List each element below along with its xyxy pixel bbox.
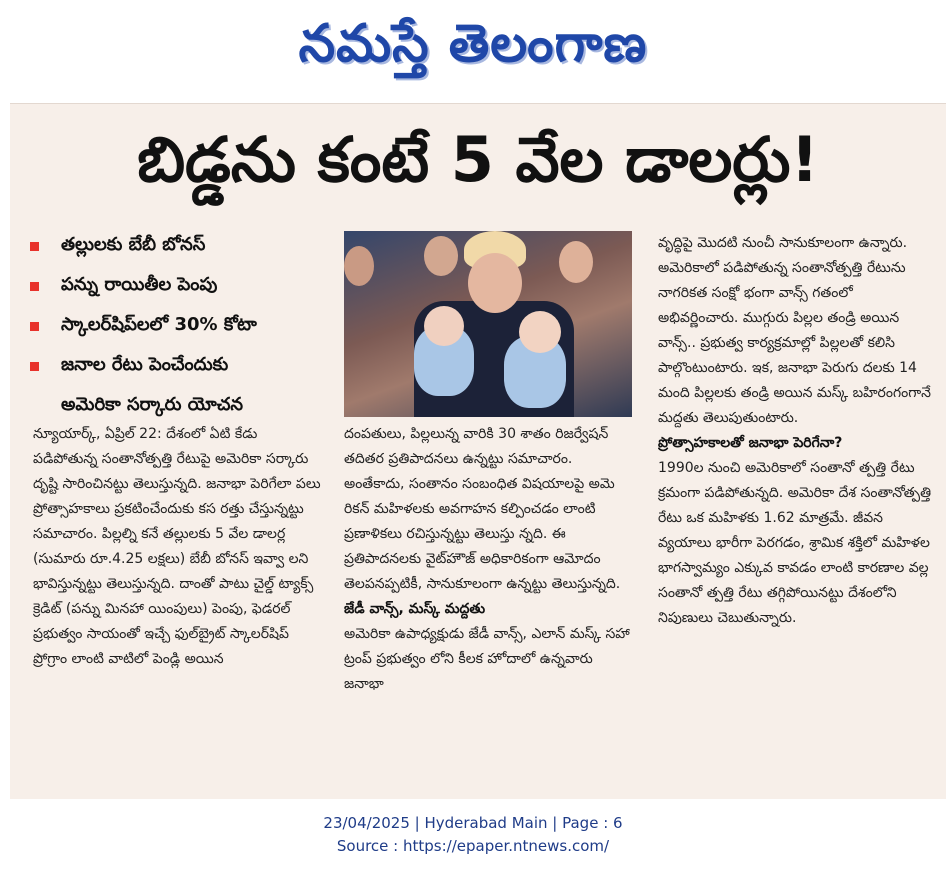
highlight-item: పన్ను రాయితీల పెంపు: [30, 266, 330, 306]
article-subheading: ప్రోత్సాహకాలతో జనాభా పెరిగేనా?: [658, 435, 843, 451]
bullet-square-icon: [30, 242, 39, 251]
news-photo: [344, 231, 632, 417]
bullet-square-icon: [30, 362, 39, 371]
article-column-2: [344, 422, 634, 787]
highlight-item: జనాల రేటు పెంచేందుకు: [30, 346, 330, 386]
photo-figure: [559, 241, 593, 283]
article-clipping: [10, 103, 946, 799]
masthead: [0, 0, 946, 100]
photo-figure: [519, 311, 561, 353]
article-column-1: [33, 422, 323, 787]
highlight-continuation: అమెరికా సర్కారు యోచన: [61, 393, 244, 415]
article-headline: బిడ్డను కంటే 5 వేల డాలర్లు!: [137, 123, 819, 196]
highlight-item: తల్లులకు బేబీ బోనస్: [30, 226, 330, 266]
source-link[interactable]: Source : https://epaper.ntnews.com/: [336, 837, 610, 855]
bullet-square-icon: [30, 282, 39, 291]
bullet-square-icon: [30, 322, 39, 331]
article-column-3: [658, 231, 933, 787]
newspaper-logo: నమస్తే తెలంగాణ: [298, 13, 648, 74]
photo-figure: [424, 306, 464, 346]
photo-figure: [344, 246, 374, 286]
highlights-list: [30, 226, 330, 426]
article-paragraph: వృద్ధిపై మొదటి నుంచీ సానుకూలంగా ఉన్నారు. అమెరికాలో పడిపోతున్న సంతానోత్పత్తి రేటును నాగరికత సంక్షో భంగా వాన్స్ గతంలో అభివర్ణించారు. ముగ్గురు పిల్లల తండ్రి అయిన వాన్స్.. ప్రభుత్వ కార్యక్రమాల్లో పిల్లలతో కలిసి పాల్గొంటుంటారు. ఇక, జనాభా పెరుగు దలకు 14 మంది పిల్లలకు తండ్రి అయిన మస్క్ బహిరంగంగానే మద్దతు తెలుపుతుంటారు.: [658, 235, 931, 426]
article-subheading: జేడీ వాన్స్, మస్క్ మద్దతు: [344, 601, 486, 617]
article-paragraph: అమెరికా ఉపాధ్యక్షుడు జేడీ వాన్స్, ఎలాన్ మస్క్ సహా ట్రంప్ ప్రభుత్వం లోని కీలక హోదాలో ఉన్నవారు జనాభా: [344, 626, 630, 692]
article-paragraph: దంపతులు, పిల్లలున్న వారికి 30 శాతం రిజర్వేషన్ తదితర ప్రతిపాదనలు ఉన్నట్టు సమాచారం. అంతేకాదు, సంతానం సంబంధిత విషయాలపై అమె రికన్ మహిళలకు అవగాహన కల్పించడం లాంటి ప్రణాళికలు రచిస్తున్నట్టు తెలుస్తు న్నది. ఈ ప్రతిపాదనలకు వైట్‌హౌజ్ అధికారికంగా ఆమోదం తెలపనప్పటికీ, సానుకూలంగా ఉన్నట్టు తెలుస్తున్నది.: [344, 426, 621, 592]
page-footer: [0, 812, 946, 858]
photo-figure: [468, 253, 522, 313]
article-paragraph: 1990ల నుంచి అమెరికాలో సంతానో త్పత్తి రేటు క్రమంగా పడిపోతున్నది. అమెరికా దేశ సంతానోత్పత్తి రేటు ఒక మహిళకు 1.62 మాత్రమే. జీవన వ్యయాలు భారీగా పెరగడం, శ్రామిక శక్తిలో మహిళల భాగస్వామ్యం ఎక్కువ కావడం లాంటి కారణాల వల్ల సంతానో త్పత్తి రేటు తగ్గిపోయినట్టు దేశంలోని నిపుణులు చెబుతున్నారు.: [658, 460, 932, 626]
photo-figure: [424, 236, 458, 276]
edition-info: 23/04/2025 | Hyderabad Main | Page : 6: [323, 814, 623, 832]
highlight-item: స్కాలర్‌షిప్‌లలో 30% కోటా: [30, 306, 330, 346]
article-paragraph: న్యూయార్క్, ఏప్రిల్ 22: దేశంలో ఏటి కేడు పడిపోతున్న సంతానోత్పత్తి రేటుపై అమెరికా సర్కారు దృష్టి సారించినట్టు తెలుస్తున్నది. జనాభా పెరిగేలా పలు ప్రోత్సాహకాలు ప్రకటించేందుకు కస రత్తు చేస్తున్నట్టు సమాచారం. పిల్లల్ని కనే తల్లులకు 5 వేల డాలర్ల (సుమారు రూ.4.25 లక్షలు) బేబీ బోనస్ ఇవ్వా లని భావిస్తున్నట్టు తెలుస్తున్నది. దాంతో పాటు చైల్డ్ ట్యాక్స్ క్రెడిట్ (పన్ను మినహా యింపులు) పెంపు, ఫెడరల్ ప్రభుత్వం సాయంతో ఇచ్చే ఫుల్‌బ్రైట్ స్కాలర్‌షిప్ ప్రోగ్రాం లాంటి వాటిలో పెండ్లి అయిన: [33, 426, 321, 667]
